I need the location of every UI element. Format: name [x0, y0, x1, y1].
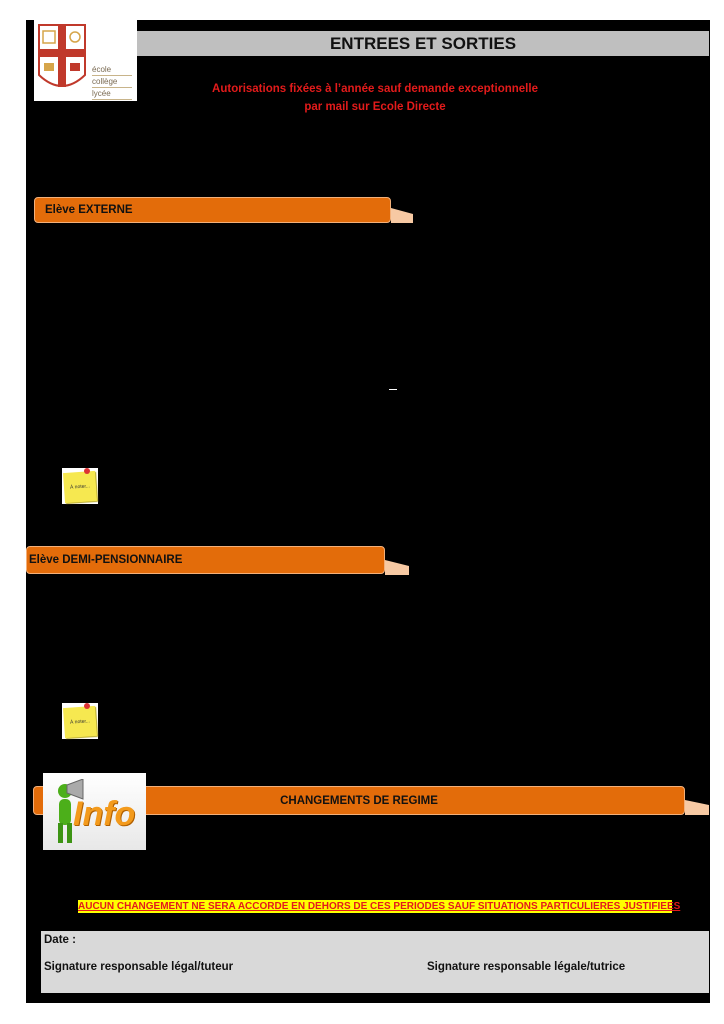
- school-logo: [34, 20, 137, 101]
- signature-tutrice-label: Signature responsable légale/tutrice: [427, 961, 626, 973]
- sticky-note-label: À noter...: [63, 706, 97, 738]
- section-header-demi-pensionnaire: Elève DEMI-PENSIONNAIRE: [26, 546, 385, 574]
- tab-fold-decoration: [391, 208, 413, 223]
- subtitle: [150, 80, 600, 116]
- tab-fold-decoration: [385, 560, 409, 575]
- tab-fold-decoration: [685, 800, 709, 815]
- pin-icon: [84, 468, 90, 474]
- date-label: Date :: [44, 934, 76, 946]
- logo-line-lycee: lycée: [92, 88, 132, 100]
- logo-line-ecole: école: [92, 64, 132, 76]
- sticky-note-icon: [62, 468, 98, 504]
- dash-mark: [389, 389, 397, 390]
- pin-icon: [84, 703, 90, 709]
- subtitle-line-1: Autorisations fixées à l’année sauf demande exceptionnelle: [212, 83, 538, 95]
- document-page: [26, 20, 710, 1003]
- signature-box: [41, 931, 709, 993]
- info-image-text: Info: [73, 795, 136, 833]
- shield-logo-icon: [37, 23, 87, 97]
- subtitle-line-2: par mail sur Ecole Directe: [304, 101, 446, 113]
- section-header-changements-regime: CHANGEMENTS DE REGIME: [33, 786, 685, 815]
- section-header-externe: Elève EXTERNE: [34, 197, 391, 223]
- signature-tuteur-label: Signature responsable légal/tuteur: [44, 961, 234, 973]
- info-megaphone-image: [43, 773, 146, 850]
- sticky-note-icon: [62, 703, 98, 739]
- logo-text: [92, 64, 132, 100]
- warning-notice: AUCUN CHANGEMENT NE SERA ACCORDE EN DEHORS DE CES PERIODES SAUF SITUATIONS PARTICULIERES JUSTIFIEES: [78, 901, 681, 912]
- sticky-note-label: À noter...: [63, 471, 97, 503]
- logo-line-college: collège: [92, 76, 132, 88]
- page-title: ENTREES ET SORTIES: [137, 31, 709, 56]
